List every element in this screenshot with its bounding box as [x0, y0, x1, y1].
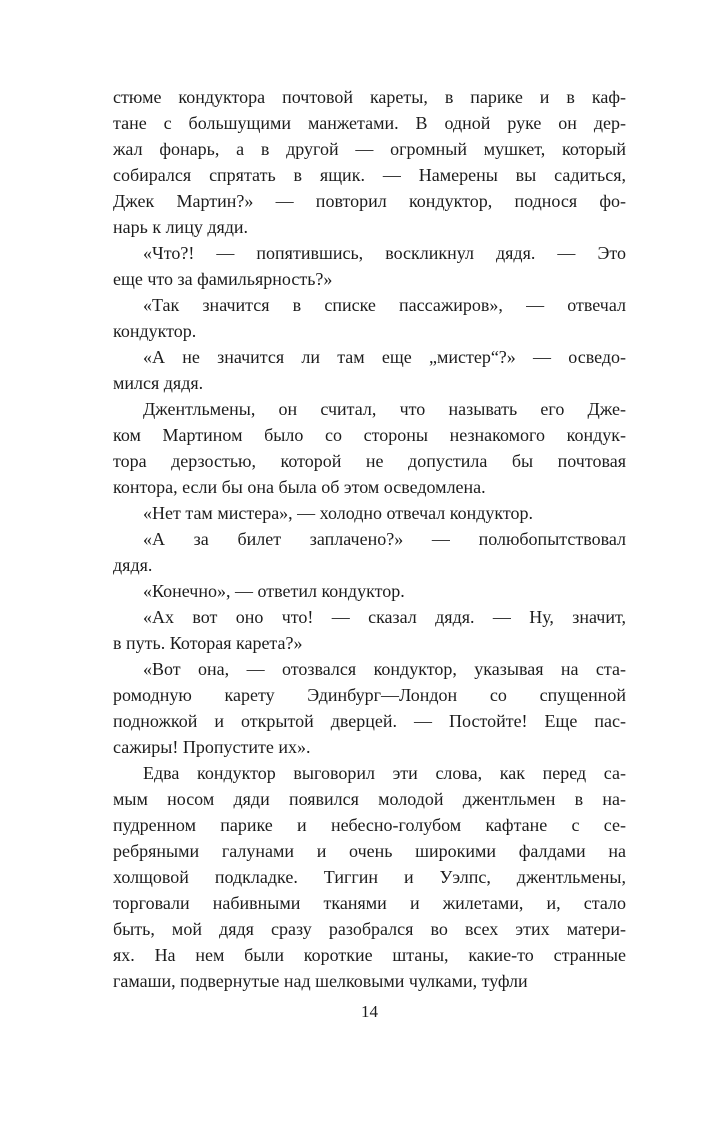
- text-line: ребряными галунами и очень широкими фалдами на: [113, 841, 626, 861]
- text-line: еще что за фамильярность?»: [113, 269, 333, 289]
- text-line: дядя.: [113, 555, 153, 575]
- paragraph: [113, 344, 626, 396]
- paragraph: [113, 760, 626, 994]
- text-line: Джек Мартин?» — повторил кондуктор, поднося фо-: [113, 191, 626, 211]
- text-line: контора, если бы она была об этом осведомлена.: [113, 477, 486, 497]
- paragraph: [113, 500, 626, 526]
- paragraph: [113, 604, 626, 656]
- text-line: быть, мой дядя сразу разобрался во всех этих матери-: [113, 919, 626, 939]
- text-line: в путь. Которая карета?»: [113, 633, 303, 653]
- text-line: сажиры! Пропустите их».: [113, 737, 311, 757]
- text-line: «Ах вот оно что! — сказал дядя. — Ну, значит,: [143, 607, 626, 627]
- text-line: мым носом дяди появился молодой джентльмен в на-: [113, 789, 626, 809]
- text-line: собирался спрятать в ящик. — Намерены вы садиться,: [113, 165, 626, 185]
- text-block: [113, 84, 626, 994]
- text-line: Джентльмены, он считал, что называть его Дже-: [143, 399, 626, 419]
- text-line: пудренном парике и небесно-голубом кафтане с се-: [113, 815, 626, 835]
- text-line: ком Мартином было со стороны незнакомого кондук-: [113, 425, 626, 445]
- text-line: мился дядя.: [113, 373, 204, 393]
- paragraph: [113, 656, 626, 760]
- text-line: торговали набивными тканями и жилетами, и, стало: [113, 893, 626, 913]
- text-line: «Что?! — попятившись, воскликнул дядя. — Это: [143, 243, 626, 263]
- paragraph: [113, 84, 626, 240]
- paragraph: [113, 292, 626, 344]
- paragraph: [113, 396, 626, 500]
- text-line: тане с большущими манжетами. В одной руке он дер-: [113, 113, 626, 133]
- text-line: Едва кондуктор выговорил эти слова, как перед са-: [143, 763, 626, 783]
- text-line: гамаши, подвернутые над шелковыми чулками, туфли: [113, 971, 528, 991]
- text-line: холщовой подкладке. Тиггин и Уэлпс, джентльмены,: [113, 867, 626, 887]
- text-line: ях. На нем были короткие штаны, какие-то странные: [113, 945, 626, 965]
- text-line: подножкой и открытой дверцей. — Постойте! Еще пас-: [113, 711, 626, 731]
- paragraph: [113, 578, 626, 604]
- paragraph: [113, 526, 626, 578]
- text-line: жал фонарь, а в другой — огромный мушкет, который: [113, 139, 626, 159]
- text-line: стюме кондуктора почтовой кареты, в парике и в каф-: [113, 87, 626, 107]
- text-line: «Нет там мистера», — холодно отвечал кондуктор.: [143, 503, 534, 523]
- text-line: «А не значится ли там еще „мистер“?» — осведо-: [143, 347, 626, 367]
- paragraph: [113, 240, 626, 292]
- page-number: 14: [361, 1002, 378, 1021]
- text-line: ромодную карету Эдинбург—Лондон со спущенной: [113, 685, 626, 705]
- text-line: «Конечно», — ответил кондуктор.: [143, 581, 405, 601]
- text-line: нарь к лицу дяди.: [113, 217, 249, 237]
- text-line: «А за билет заплачено?» — полюбопытствовал: [143, 529, 626, 549]
- text-line: кондуктор.: [113, 321, 197, 341]
- text-line: «Так значится в списке пассажиров», — отвечал: [143, 295, 626, 315]
- text-line: тора дерзостью, которой не допустила бы почтовая: [113, 451, 626, 471]
- text-line: «Вот она, — отозвался кондуктор, указывая на ста-: [143, 659, 626, 679]
